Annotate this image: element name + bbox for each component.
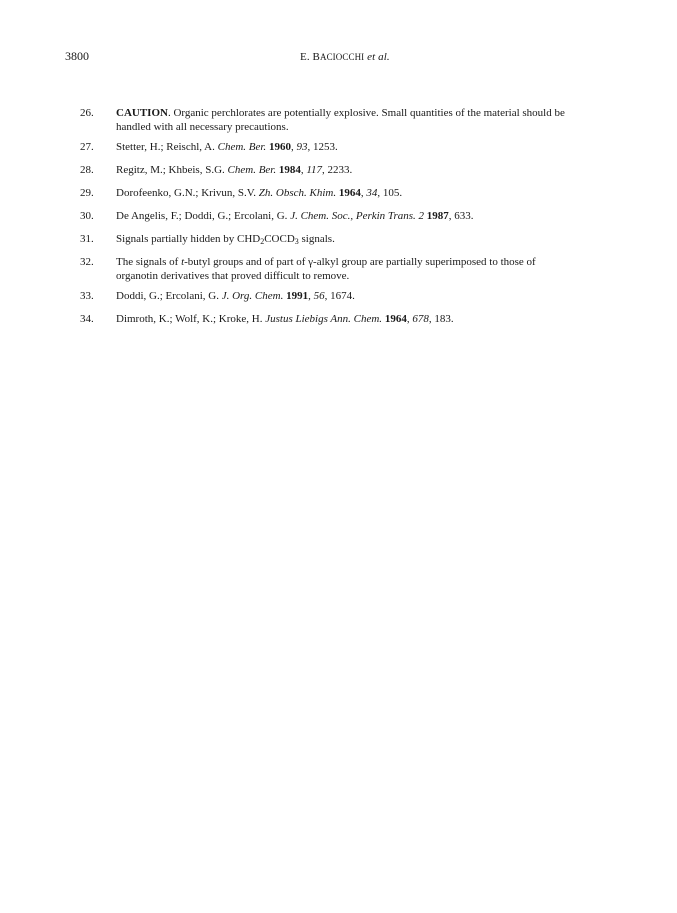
author-rest: ACIOCCHI xyxy=(319,52,365,62)
reference-pages: , 183. xyxy=(428,313,454,325)
reference-pages: , 2233. xyxy=(322,164,353,176)
reference-text-line: handled with all necessary precautions. xyxy=(116,121,289,133)
reference-text-line: organotin derivatives that proved difficult to remove. xyxy=(116,270,350,282)
reference-journal: J. Org. Chem. xyxy=(221,290,284,302)
reference-year: 1984 xyxy=(278,164,301,176)
reference-volume: 56 xyxy=(313,290,325,302)
reference-text xyxy=(116,232,620,246)
reference-28 xyxy=(80,163,620,177)
reference-text: Stetter, H.; Reischl, A. Chem. Ber. 1960, 93, 1253. xyxy=(116,141,338,153)
reference-text-segment: The signals of xyxy=(116,256,182,268)
reference-pages: , 105. xyxy=(377,187,403,199)
running-head xyxy=(300,51,390,63)
author-initial: E. B xyxy=(300,51,320,63)
reference-26 xyxy=(80,106,620,134)
reference-number: 30. xyxy=(80,210,94,222)
reference-number: 31. xyxy=(80,233,94,245)
reference-29 xyxy=(80,186,620,200)
reference-number: 27. xyxy=(80,141,94,153)
reference-pages: , 633. xyxy=(448,210,474,222)
reference-34 xyxy=(80,312,620,326)
reference-33 xyxy=(80,289,620,303)
subscript: 3 xyxy=(294,237,299,246)
reference-number: 33. xyxy=(80,290,94,302)
reference-number: 32. xyxy=(80,256,94,268)
reference-year: 1991 xyxy=(286,290,309,302)
reference-year: 1960 xyxy=(268,141,291,153)
caution-label: CAUTION xyxy=(116,107,168,119)
reference-text: Doddi, G.; Ercolani, G. J. Org. Chem. 1991, 56, 1674. xyxy=(116,290,355,302)
reference-year: 1964 xyxy=(384,313,407,325)
reference-volume: 678 xyxy=(412,313,429,325)
reference-volume: 34 xyxy=(366,187,378,199)
reference-authors: Dimroth, K.; Wolf, K.; Kroke, H. xyxy=(116,313,263,325)
page-number: 3800 xyxy=(65,49,89,63)
reference-pages: , 1253. xyxy=(307,141,338,153)
reference-authors: Stetter, H.; Reischl, A. xyxy=(116,141,215,153)
reference-authors: Regitz, M.; Khbeis, S.G. xyxy=(116,164,225,176)
reference-number: 34. xyxy=(80,313,94,325)
reference-year: 1987 xyxy=(426,210,449,222)
reference-text: Dorofeenko, G.N.; Krivun, S.V. Zh. Obsch. Khim. 1964, 34, 105. xyxy=(116,187,403,199)
reference-32 xyxy=(80,255,620,283)
reference-number: 28. xyxy=(80,164,94,176)
reference-text-segment: COCD xyxy=(264,233,295,245)
reference-text xyxy=(116,209,620,223)
reference-30 xyxy=(80,209,620,223)
reference-text-line: . Organic perchlorates are potentially explosive. Small quantities of the material should be xyxy=(167,107,565,119)
reference-authors: De Angelis, F.; Doddi, G.; Ercolani, G. xyxy=(116,210,288,222)
et-al: et al. xyxy=(367,51,390,63)
reference-journal: Zh. Obsch. Khim. xyxy=(258,187,337,199)
subscript: 2 xyxy=(260,237,265,246)
reference-authors: Dorofeenko, G.N.; Krivun, S.V. xyxy=(116,187,257,199)
reference-list xyxy=(80,106,620,335)
reference-authors: Doddi, G.; Ercolani, G. xyxy=(116,290,219,302)
reference-31 xyxy=(80,232,620,246)
italic-t: t xyxy=(181,256,185,268)
reference-year: 1964 xyxy=(338,187,361,199)
reference-number: 29. xyxy=(80,187,94,199)
reference-journal: Chem. Ber. xyxy=(227,164,277,176)
reference-volume: 93 xyxy=(296,141,308,153)
reference-journal: Justus Liebigs Ann. Chem. xyxy=(265,313,383,325)
reference-text: Dimroth, K.; Wolf, K.; Kroke, H. Justus Liebigs Ann. Chem. 1964, 678, 183. xyxy=(116,313,454,325)
reference-pages: , 1674. xyxy=(324,290,355,302)
reference-text-segment: Signals partially hidden by CHD xyxy=(116,233,261,245)
reference-number: 26. xyxy=(80,107,94,119)
reference-text-segment: -butyl groups and of part of γ-alkyl group are partially superimposed to those of xyxy=(184,256,536,268)
reference-text xyxy=(116,106,620,134)
reference-text-segment: signals. xyxy=(298,233,335,245)
reference-27 xyxy=(80,140,620,154)
reference-journal: J. Chem. Soc., Perkin Trans. 2 xyxy=(290,210,425,222)
reference-text: Regitz, M.; Khbeis, S.G. Chem. Ber. 1984, 117, 2233. xyxy=(116,164,353,176)
reference-text xyxy=(116,255,620,283)
reference-journal: Chem. Ber. xyxy=(217,141,267,153)
reference-volume: 117 xyxy=(306,164,323,176)
